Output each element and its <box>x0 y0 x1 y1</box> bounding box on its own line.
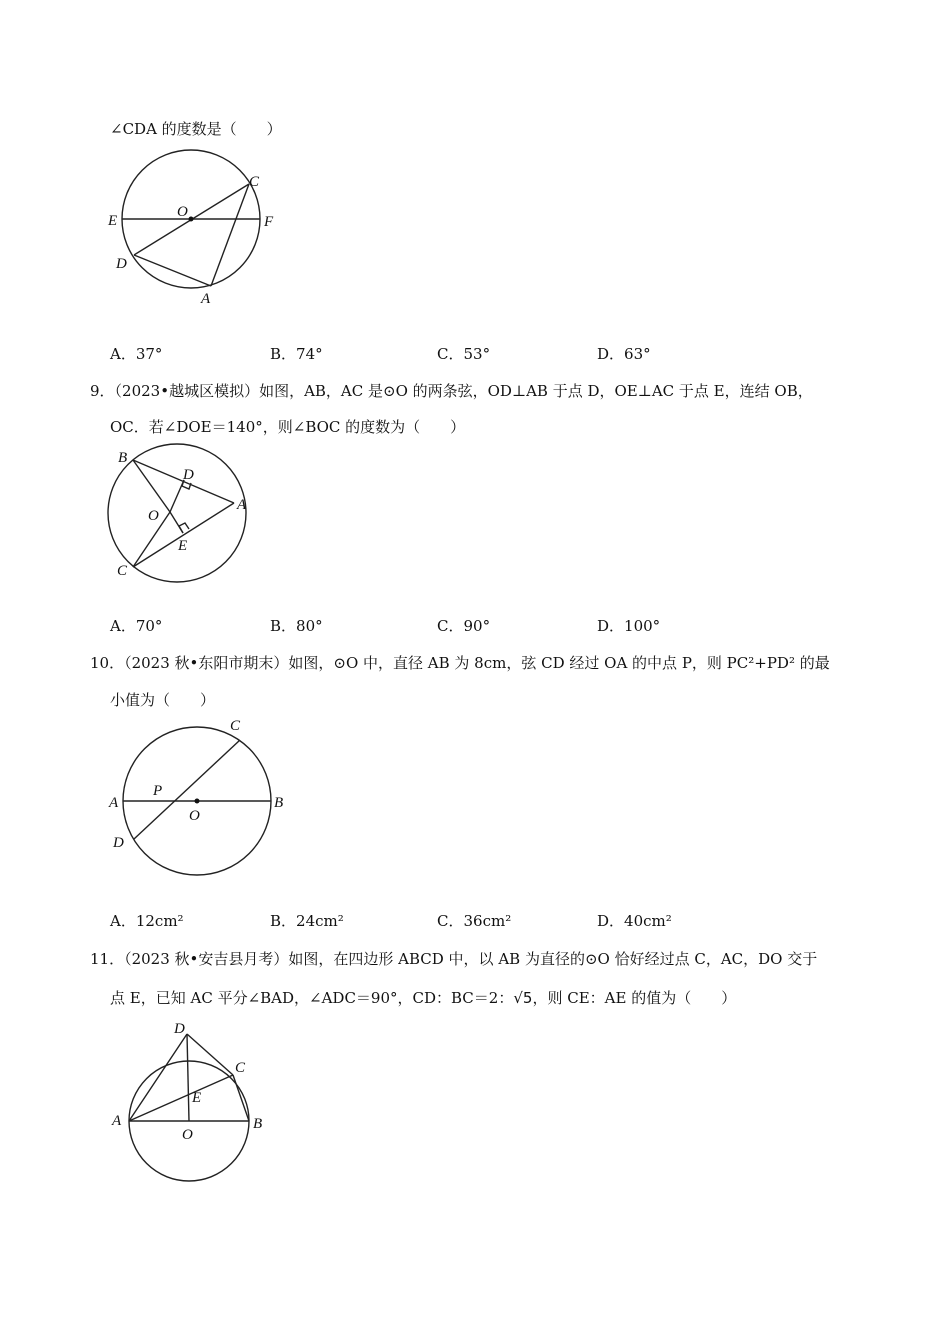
q11-figure <box>100 1012 280 1187</box>
q9-circle <box>108 444 246 582</box>
q10-label-b: B <box>274 795 284 811</box>
q11-side-cb <box>233 1075 249 1121</box>
q9-label-o: O <box>148 508 159 524</box>
q9-figure <box>100 440 270 590</box>
q10-stem-line2: 小值为（ ） <box>110 691 216 709</box>
q9-label-a: A <box>237 497 247 513</box>
q8-chord-ac <box>211 184 249 286</box>
q9-option-d[interactable]: D．100° <box>597 617 661 635</box>
q11-label-a: A <box>112 1113 122 1129</box>
q11-stem-line2-part1: 点 E，已知 AC 平分∠BAD，∠ADC＝90°，CD：BC＝2： <box>110 989 514 1007</box>
q10-stem-line1: 10．（2023 秋•东阳市期末）如图，⊙O 中，直径 AB 为 8cm，弦 CD 经过 OA 的中点 P，则 PC²+PD² 的最 <box>90 654 830 672</box>
q11-stem-line2 <box>110 987 736 1008</box>
q8-label-c: C <box>249 174 260 190</box>
q10-option-b[interactable]: B．24cm² <box>270 912 344 930</box>
q11-label-e: E <box>192 1090 202 1106</box>
q10-chord-cd <box>134 740 240 839</box>
q8-center-dot <box>189 217 194 222</box>
q9-label-d: D <box>183 467 194 483</box>
q11-label-c: C <box>235 1060 246 1076</box>
q8-label-o: O <box>177 204 188 220</box>
q9-label-e: E <box>178 538 188 554</box>
q10-option-c[interactable]: C．36cm² <box>437 912 512 930</box>
q8-figure <box>100 140 300 310</box>
q8-label-e: E <box>108 213 118 229</box>
sqrt5-value: √5 <box>513 989 533 1007</box>
q11-label-d: D <box>174 1021 185 1037</box>
q9-option-a[interactable]: A．70° <box>110 617 163 635</box>
q8-label-d: D <box>116 256 127 272</box>
q9-option-b[interactable]: B．80° <box>270 617 323 635</box>
q11-label-o: O <box>182 1127 193 1143</box>
q11-stem-line2-part2: ，则 CE：AE 的值为（ ） <box>532 989 737 1007</box>
q9-stem-line2: OC．若∠DOE＝140°，则∠BOC 的度数为（ ） <box>110 418 466 436</box>
q8-stem-tail: ∠CDA 的度数是（ ） <box>110 120 282 138</box>
q9-stem-line1: 9．（2023•越城区模拟）如图，AB，AC 是⊙O 的两条弦，OD⊥AB 于点 D，OE⊥AC 于点 E，连结 OB， <box>90 382 813 400</box>
q10-label-p: P <box>153 783 163 799</box>
q9-label-b: B <box>118 450 128 466</box>
q8-label-a: A <box>201 291 211 307</box>
q9-right-angle-e <box>179 523 189 533</box>
q10-center-dot <box>195 799 200 804</box>
q9-option-c[interactable]: C．90° <box>437 617 491 635</box>
q10-label-o: O <box>189 808 200 824</box>
q8-option-a[interactable]: A．37° <box>110 345 163 363</box>
q10-label-c: C <box>230 718 241 734</box>
q9-label-c: C <box>117 563 128 579</box>
q8-option-b[interactable]: B．74° <box>270 345 323 363</box>
q10-option-d[interactable]: D．40cm² <box>597 912 672 930</box>
q10-figure <box>100 712 300 892</box>
q11-segment-do <box>187 1034 189 1121</box>
q8-option-d[interactable]: D．63° <box>597 345 651 363</box>
q8-label-f: F <box>264 214 274 230</box>
q8-option-c[interactable]: C．53° <box>437 345 491 363</box>
q11-side-dc <box>187 1034 233 1075</box>
q11-stem-line1: 11．（2023 秋•安吉县月考）如图，在四边形 ABCD 中，以 AB 为直径的⊙O 恰好经过点 C，AC，DO 交于 <box>90 950 818 968</box>
q10-label-d: D <box>113 835 124 851</box>
q11-label-b: B <box>253 1116 263 1132</box>
q10-option-a[interactable]: A．12cm² <box>110 912 184 930</box>
q10-label-a: A <box>109 795 119 811</box>
